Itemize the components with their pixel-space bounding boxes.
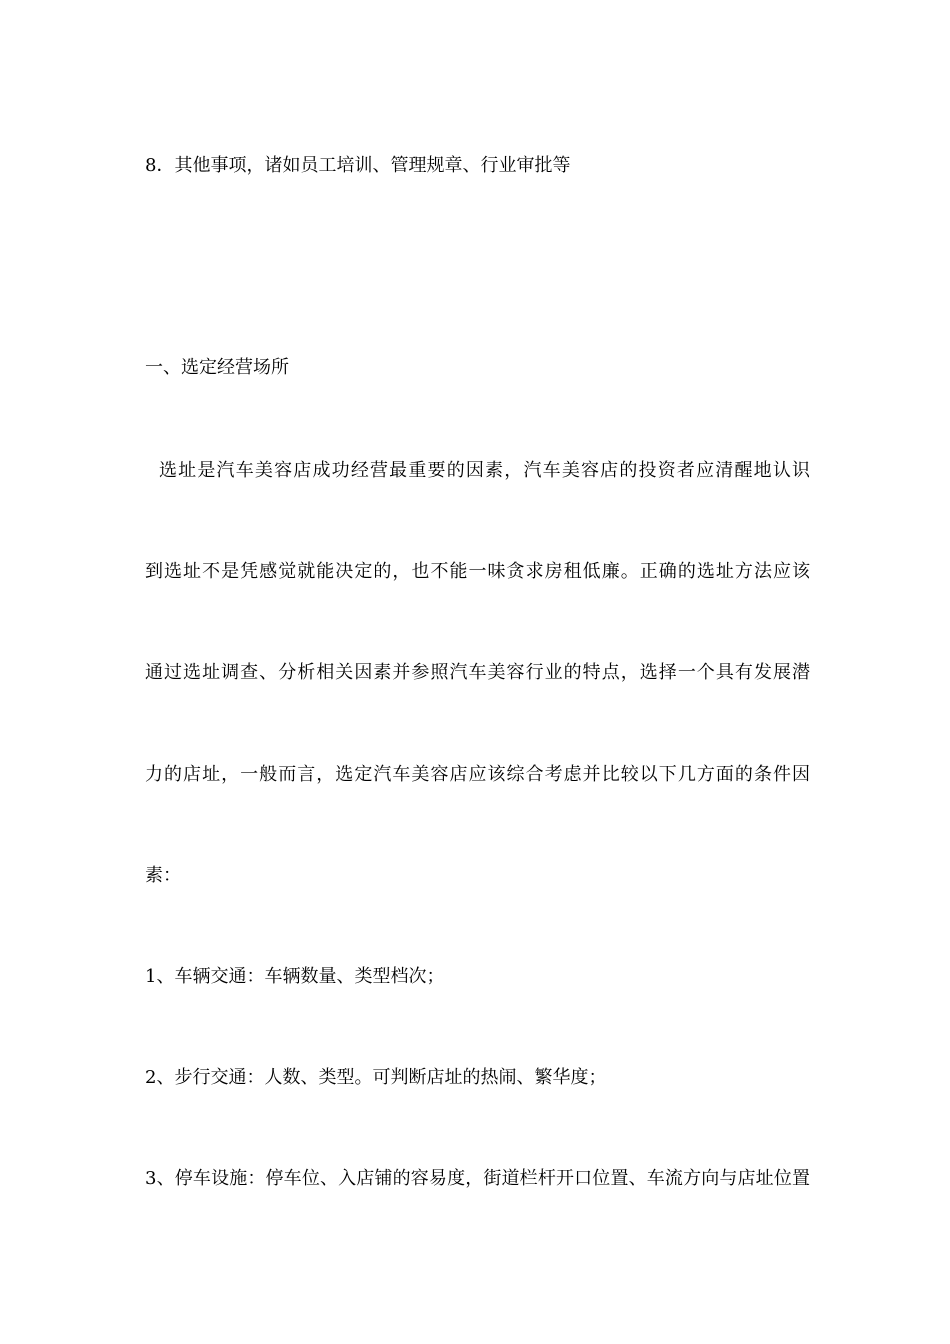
paragraph-line-5: 素： — [145, 865, 181, 886]
intro-item-8: 8．其他事项，诸如员工培训、管理规章、行业审批等 — [145, 155, 571, 176]
section-heading: 一、选定经营场所 — [145, 357, 289, 378]
paragraph-line-2: 到选址不是凭感觉就能决定的，也不能一味贪求房租低廉。正确的选址方法应该 — [145, 561, 810, 582]
paragraph-line-3: 通过选址调查、分析相关因素并参照汽车美容行业的特点，选择一个具有发展潜 — [145, 662, 810, 683]
paragraph-line-4: 力的店址，一般而言，选定汽车美容店应该综合考虑并比较以下几方面的条件因 — [145, 764, 810, 785]
paragraph-line-1: 选址是汽车美容店成功经营最重要的因素，汽车美容店的投资者应清醒地认识 — [159, 460, 810, 481]
list-item-3: 3、停车设施：停车位、入店铺的容易度，街道栏杆开口位置、车流方向与店址位置 — [145, 1168, 810, 1189]
list-item-1: 1、车辆交通：车辆数量、类型档次； — [145, 966, 445, 987]
list-item-2: 2、步行交通：人数、类型。可判断店址的热闹、繁华度； — [145, 1067, 607, 1088]
